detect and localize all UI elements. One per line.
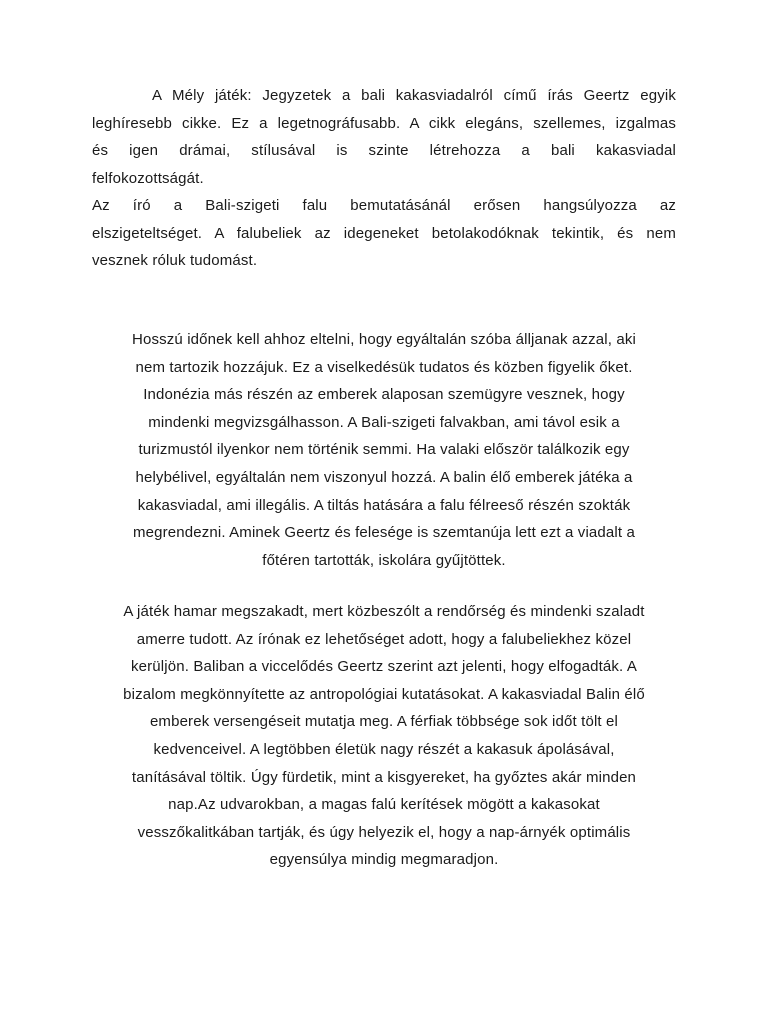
text-line: Az író a Bali-szigeti falu bemutatásánál erősen hangsúlyozza az [92,197,676,214]
text-line: tanításával töltik. Úgy fürdetik, mint a kisgyereket, ha győztes akár minden [131,768,637,786]
text-line: vesznek róluk tudomást. [92,252,258,269]
text-line: kakasviadal, ami illegális. A tiltás hatására a falu félreeső részén szokták [137,496,631,514]
paragraph-centered-2 [80,598,688,874]
text-line: emberek versengéseit mutatja meg. A férfiak többsége sok időt tölt el [149,713,619,731]
text-line: A Mély játék: Jegyzetek a bali kakasviadalról című írás Geertz egyik [152,87,676,104]
text-line: felfokozottságát. [92,169,204,187]
text-line: kedvenceivel. A legtöbben életük nagy részét a kakasuk ápolásával, [153,740,615,758]
text-line: megrendezni. Aminek Geertz és felesége is szemtanúja lett ezt a viadalt a [132,524,636,542]
text-line: nap.Az udvarokban, a magas falú kerítések mögött a kakasokat [168,796,600,814]
text-line: nem tartozik hozzájuk. Ez a viselkedésük tudatos és közben figyelik őket. [135,358,633,376]
text-line: Indonézia más részén az emberek alaposan szemügyre vesznek, hogy [143,386,625,404]
text-line: turizmustól ilyenkor nem történik semmi. Ha valaki először találkozik egy [138,441,630,459]
text-line: amerre tudott. Az írónak ez lehetőséget adott, hogy a falubeliekhez közel [136,630,632,648]
text-line: Hosszú időnek kell ahhoz eltelni, hogy egyáltalán szóba álljanak azzal, aki [131,331,637,348]
paragraph-centered-1 [80,326,688,574]
text-line: mindenki megvizsgálhasson. A Bali-szigeti falvakban, ami távol esik a [148,413,620,431]
text-line: és igen drámai, stílusával is szinte létrehozza a bali kakasviadal [92,142,676,159]
text-line: elszigeteltséget. A falubeliek az idegeneket betolakodóknak tekintik, és nem [92,224,676,242]
text-line: egyensúlya mindig megmaradjon. [269,851,499,869]
text-line: vesszőkalitkában tartják, és úgy helyezik el, hogy a nap-árnyék optimális [137,823,631,841]
text-line: főtéren tartották, iskolára gyűjtöttek. [262,551,506,569]
text-line: kerüljön. Baliban a viccelődés Geertz szerint azt jelenti, hogy elfogadták. A [131,658,637,676]
paragraph-village [92,192,676,275]
paragraph-intro [92,82,676,192]
text-line: A játék hamar megszakadt, mert közbeszólt a rendőrség és mindenki szaladt [123,603,645,620]
text-line: helybélivel, egyáltalán nem viszonyul hozzá. A balin élő emberek játéka a [135,468,633,486]
text-line: leghíresebb cikke. Ez a legetnográfusabb. A cikk elegáns, szellemes, izgalmas [92,114,676,132]
text-line: bizalom megkönnyítette az antropológiai kutatásokat. A kakasviadal Balin élő [123,685,645,703]
